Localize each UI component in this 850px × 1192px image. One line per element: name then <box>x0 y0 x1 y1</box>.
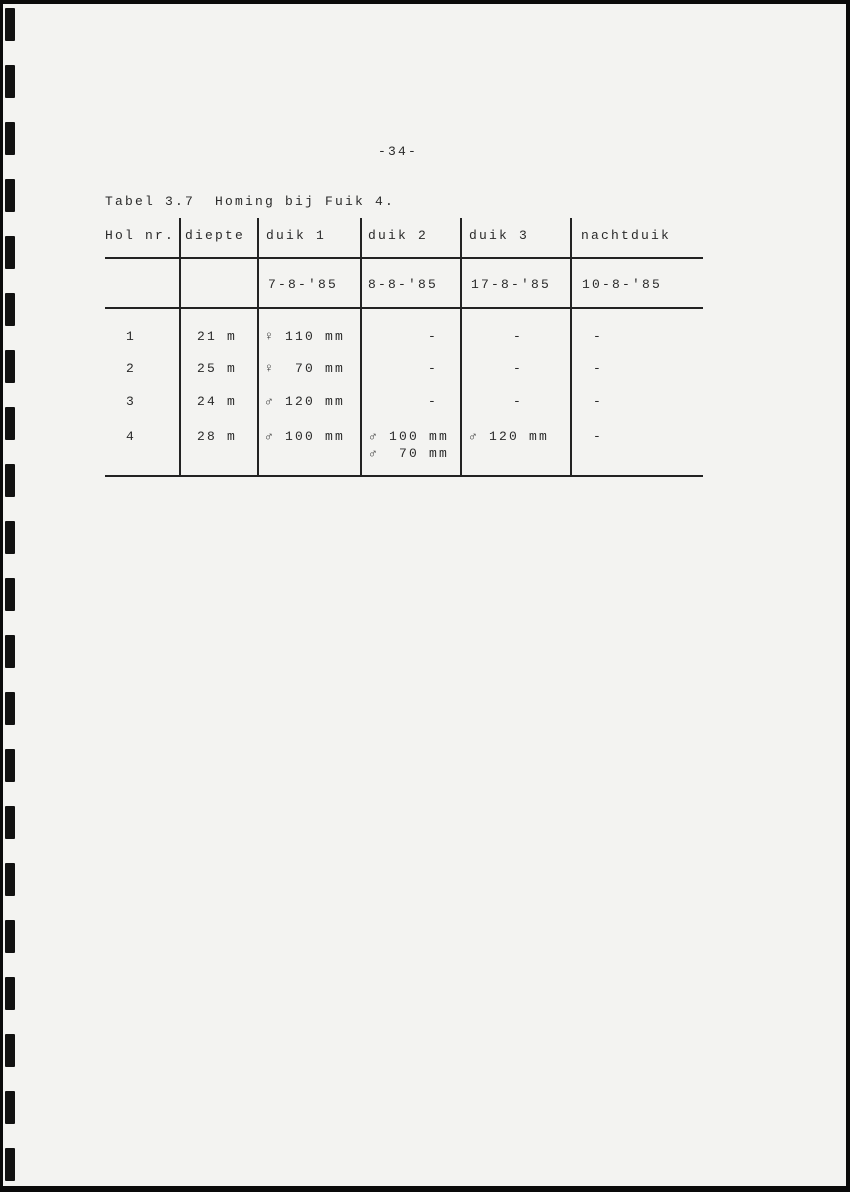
dive2-cell: ♂ 100 mm <box>369 429 450 444</box>
night-dive-cell: - <box>593 429 604 444</box>
column-header: duik 1 <box>266 228 327 243</box>
binding-hole-mark <box>5 464 15 497</box>
depth-cell: 28 m <box>197 429 238 444</box>
hole-number-cell: 3 <box>126 394 137 409</box>
dive3-cell: - <box>512 329 523 344</box>
night-dive-cell: - <box>593 329 604 344</box>
night-dive-cell: - <box>593 361 604 376</box>
binding-hole-mark <box>5 1034 15 1067</box>
column-divider <box>570 218 572 476</box>
binding-hole-mark <box>5 521 15 554</box>
column-header: Hol nr. <box>105 228 176 243</box>
binding-hole-mark <box>5 578 15 611</box>
column-divider <box>257 218 259 476</box>
table-rule <box>105 307 703 309</box>
binding-hole-mark <box>5 350 15 383</box>
night-dive-cell: - <box>593 394 604 409</box>
column-divider <box>460 218 462 476</box>
binding-hole-mark <box>5 863 15 896</box>
dive1-cell: ♂ 120 mm <box>265 394 346 409</box>
column-divider <box>360 218 362 476</box>
binding-hole-mark <box>5 806 15 839</box>
column-header: duik 3 <box>469 228 530 243</box>
binding-hole-mark <box>5 293 15 326</box>
column-divider <box>179 218 181 476</box>
binding-hole-mark <box>5 749 15 782</box>
table-rule <box>105 475 703 477</box>
dive2-cell: - <box>427 394 438 409</box>
binding-hole-mark <box>5 65 15 98</box>
dive1-cell: ♀ 110 mm <box>265 329 346 344</box>
binding-hole-mark <box>5 179 15 212</box>
binding-hole-mark <box>5 635 15 668</box>
binding-hole-mark <box>5 236 15 269</box>
document-page <box>3 4 846 1186</box>
binding-hole-mark <box>5 1091 15 1124</box>
binding-hole-mark <box>5 692 15 725</box>
binding-hole-mark <box>5 1148 15 1181</box>
depth-cell: 24 m <box>197 394 238 409</box>
dive3-cell: ♂ 120 mm <box>469 429 550 444</box>
date-cell: 7-8-'85 <box>268 277 339 292</box>
column-header: diepte <box>185 228 246 243</box>
date-cell: 17-8-'85 <box>471 277 552 292</box>
column-header: nachtduik <box>581 228 672 243</box>
binding-hole-mark <box>5 920 15 953</box>
dive3-cell: - <box>512 394 523 409</box>
dive2-cell: - <box>427 329 438 344</box>
date-cell: 8-8-'85 <box>368 277 439 292</box>
table-caption: Tabel 3.7 Homing bij Fuik 4. <box>105 194 396 209</box>
dive2-cell: - <box>427 361 438 376</box>
hole-number-cell: 1 <box>126 329 137 344</box>
depth-cell: 25 m <box>197 361 238 376</box>
dive1-cell: ♂ 100 mm <box>265 429 346 444</box>
table-rule <box>105 257 703 259</box>
depth-cell: 21 m <box>197 329 238 344</box>
page-number: -34- <box>378 144 419 159</box>
binding-hole-mark <box>5 977 15 1010</box>
binding-hole-mark <box>5 8 15 41</box>
binding-hole-mark <box>5 122 15 155</box>
binding-hole-mark <box>5 407 15 440</box>
hole-number-cell: 4 <box>126 429 137 444</box>
column-header: duik 2 <box>368 228 429 243</box>
dive2-cell-extra: ♂ 70 mm <box>369 446 450 461</box>
dive1-cell: ♀ 70 mm <box>265 361 346 376</box>
dive3-cell: - <box>512 361 523 376</box>
hole-number-cell: 2 <box>126 361 137 376</box>
date-cell: 10-8-'85 <box>582 277 663 292</box>
